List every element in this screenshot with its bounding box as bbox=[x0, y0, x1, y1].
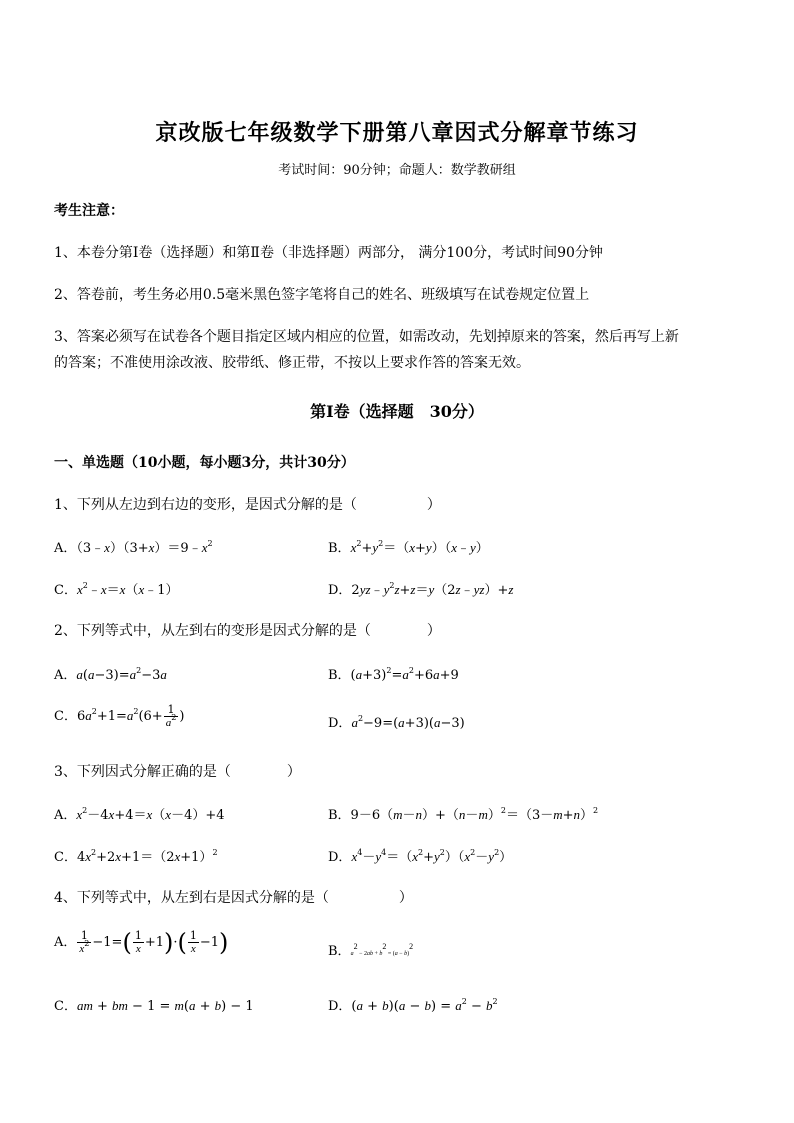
question-4-option-d[interactable]: D．$(a + b)(a - b) = a^2 - b^2$ bbox=[328, 997, 498, 1014]
question-2-option-a[interactable]: A．$a(a-3)=a^2-3a$ bbox=[54, 666, 167, 683]
fraction: $\frac{1}{x^2}$ bbox=[79, 929, 90, 955]
question-1-option-d[interactable]: D．$2yz﹣y^2z+z=y(2z﹣yz)+z$ bbox=[328, 581, 514, 598]
fraction: $\frac{1}{x}$ bbox=[189, 929, 197, 955]
fraction: $\frac{1}{a^2}$ bbox=[165, 703, 177, 729]
notice-item-1: 1、本卷分第Ⅰ卷（选择题）和第Ⅱ卷（非选择题）两部分， 满分100分，考试时间90分钟 bbox=[54, 245, 603, 261]
question-1-stem: 1、下列从左边到右边的变形，是因式分解的是（ ） bbox=[54, 497, 441, 513]
question-2-stem: 2、下列等式中，从左到右的变形是因式分解的是（ ） bbox=[54, 623, 441, 639]
question-2-option-b[interactable]: B．$(a+3)^2=a^2+6a+9$ bbox=[328, 666, 459, 683]
question-1-option-b[interactable]: B．$x^2+y^2=(x+y)(x﹣y)$ bbox=[328, 539, 489, 556]
question-4-option-c[interactable]: C．am + bm − 1 = m(a + b) − 1 bbox=[54, 998, 254, 1014]
question-4-option-a[interactable]: A． $\frac{1}{x^2}$ −1=( $\frac{1}{x}$ +1)·( $\frac{1}{x}$ −1) bbox=[54, 928, 229, 957]
notice-item-3-line-1: 3、答案必须写在试卷各个题目指定区域内相应的位置，如需改动，先划掉原来的答案，然后再写上新 bbox=[54, 329, 679, 345]
question-3-option-d[interactable]: D．$x^4-y^4=(x^2+y^2)(x^2-y^2)$ bbox=[328, 848, 513, 865]
question-1-option-c[interactable]: C．$x^2﹣x=x(x﹣1)$ bbox=[54, 581, 179, 598]
question-3-option-a[interactable]: A．$x^2-4x+4=x(x-4)+4$ bbox=[54, 806, 225, 823]
question-3-option-b[interactable]: B．$9-6(m-n)+(n-m)^2=(3-m+n)^2$ bbox=[328, 806, 599, 823]
tiny-formula: $a^2 - 2ab + b^2 = (a - b)^2$ bbox=[350, 942, 414, 957]
notice-item-2: 2、答卷前，考生务必用0.5毫米黑色签字笔将自己的姓名、班级填写在试卷规定位置上 bbox=[54, 287, 590, 303]
question-1-option-a[interactable]: A．$(3﹣x)(3+x)=9﹣x^2$ bbox=[54, 539, 213, 556]
fraction: $\frac{1}{x}$ bbox=[134, 929, 142, 955]
part-heading: 一、单选题（10小题，每小题3分，共计30分） bbox=[54, 455, 355, 471]
notice-heading: 考生注意： bbox=[54, 203, 124, 219]
notice-item-3-line-2: 的答案；不准使用涂改液、胶带纸、修正带，不按以上要求作答的答案无效。 bbox=[54, 355, 530, 371]
page-title: 京改版七年级数学下册第八章因式分解章节练习 bbox=[155, 120, 639, 146]
question-4-option-b[interactable]: B．$a^2 - 2ab + b^2 = (a - b)^2$ bbox=[328, 942, 414, 959]
question-2-option-c[interactable]: C．$6a^2+1=a^2(6+$ $\frac{1}{a^2}$ ) bbox=[54, 703, 185, 729]
exam-subtitle: 考试时间：90分钟；命题人：数学教研组 bbox=[278, 163, 516, 178]
question-4-stem: 4、下列等式中，从左到右是因式分解的是（ ） bbox=[54, 890, 413, 906]
section-title: 第Ⅰ卷（选择题 30分） bbox=[310, 402, 484, 421]
question-3-stem: 3、下列因式分解正确的是（ ） bbox=[54, 764, 301, 780]
question-2-option-d[interactable]: D．$a^2-9=(a+3)(a-3)$ bbox=[328, 714, 465, 731]
question-3-option-c[interactable]: C．$4x^2+2x+1=(2x+1)^2$ bbox=[54, 848, 218, 865]
